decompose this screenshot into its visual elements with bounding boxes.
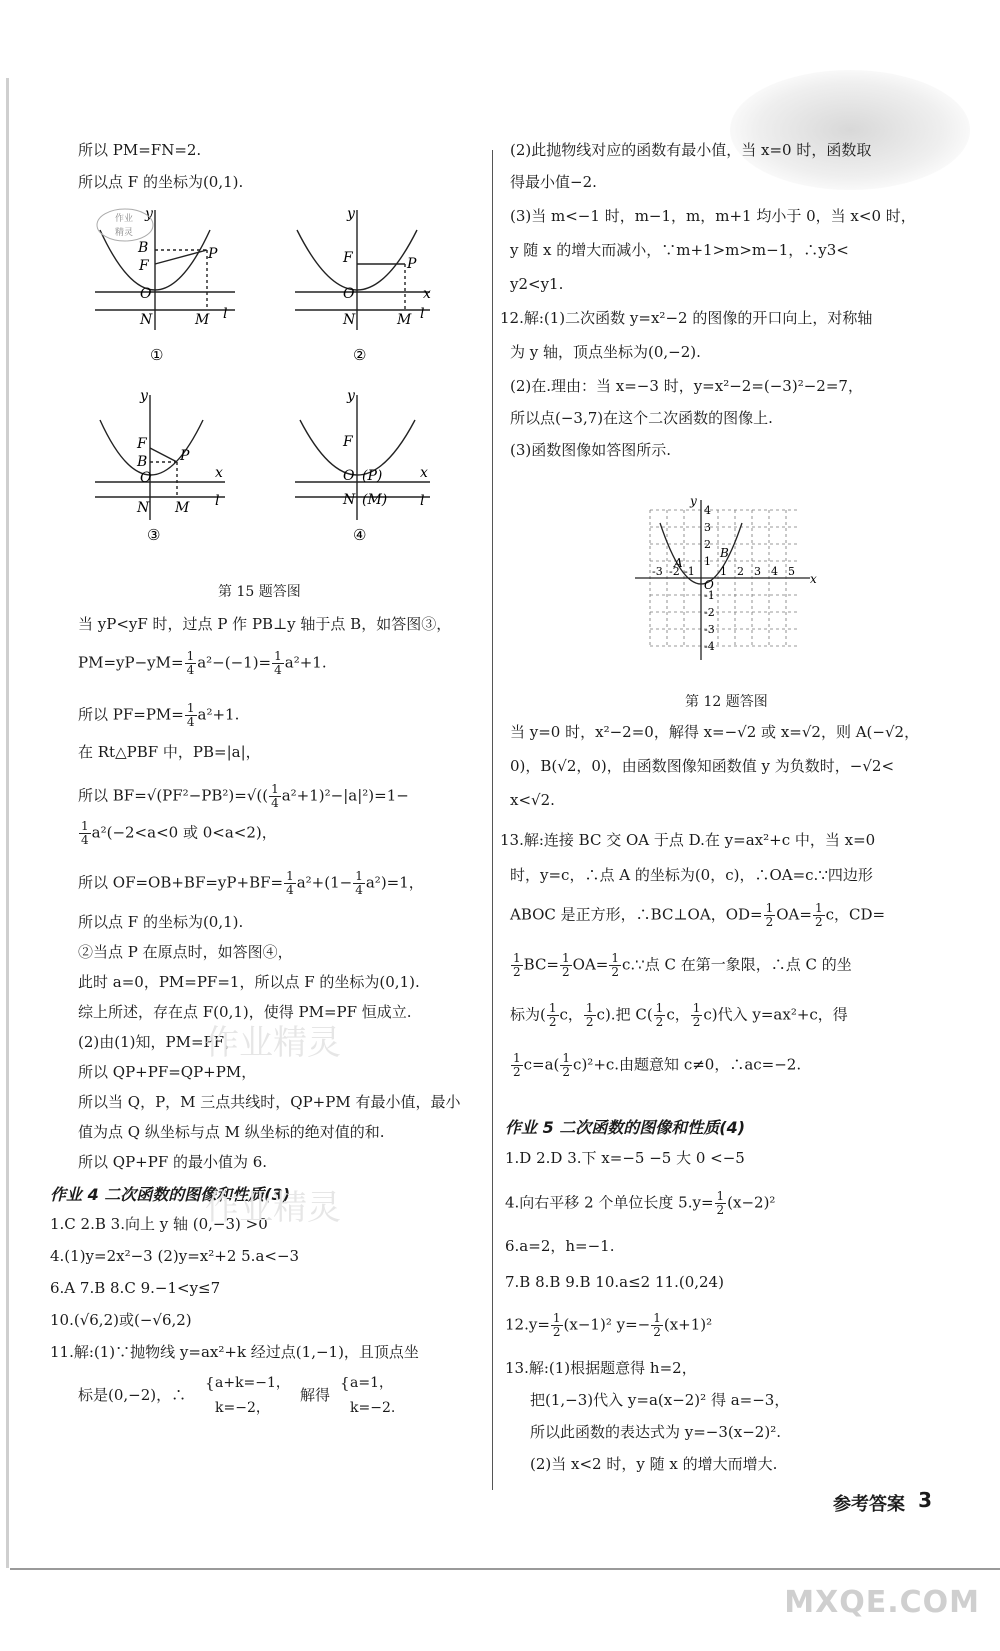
svg-text:y: y [347,206,355,222]
svg-text:y: y [690,495,697,508]
svg-text:F: F [137,436,147,452]
svg-text:l: l [420,306,425,322]
stamp-logo [95,205,155,245]
svg-text:精灵: 精灵 [115,228,134,238]
text-line: a+k=−1， [215,1375,290,1391]
text-line: { [340,1374,350,1392]
text-line: 所以 PM=FN=2. [78,141,202,159]
svg-text:-3: -3 [652,565,663,578]
equation-line: 4.向右平移 2 个单位长度 5.y= $\frac{1}{2}$ (x−2)² [505,1189,776,1218]
equation-line: ABOC 是正方形，∴BC⊥OA，OD= $\frac{1}{2}$ OA= $\frac{1}{2}$ c，CD= [510,901,886,930]
svg-text:N: N [343,312,356,328]
equation-line: $\frac{1}{4}$ a²(−2<a<0 或 0<a<2)， [81,819,277,848]
page-number: 3 [918,1488,932,1512]
text-line: (3)函数图像如答图所示. [510,441,672,459]
svg-text:P: P [407,256,417,272]
watermark-text: 作业精灵 [205,1188,341,1228]
figure-caption: 第 12 题答图 [685,694,768,710]
text-line: y2<y1. [510,275,564,293]
text-line: (2)在.理由：当 x=−3 时，y=x²−2=(−3)²−2=7， [510,377,863,395]
text-line: 6.a=2，h=−1. [505,1237,615,1255]
text-line: 综上所述，存在点 F(0,1)，使得 PM=PF 恒成立. [78,1003,412,1021]
equation-line: $\frac{1}{2}$ BC= $\frac{1}{2}$ OA= $\frac{1}{2}$ c.∵点 C 在第一象限，∴点 C 的坐 [513,951,852,980]
text-line: (2)当 x<2 时，y 随 x 的增大而增大. [530,1455,778,1473]
svg-text:O: O [704,578,714,592]
text-line: 13.解:(1)根据题意得 h=2， [505,1359,697,1377]
svg-text:作业: 作业 [115,214,134,224]
text-line: 10.(√6,2)或(−√6,2) [50,1311,192,1329]
text-line: x<√2. [510,791,555,809]
svg-text:-3: -3 [704,623,715,636]
label-P: P [208,246,218,262]
figure-caption: 第 15 题答图 [218,584,301,600]
bottom-rule [10,1568,1000,1570]
svg-text:(M): (M) [362,492,388,508]
svg-text:2: 2 [737,565,744,578]
text-line: 6.A 7.B 8.C 9.−1<y≤7 [50,1279,221,1297]
svg-text:y: y [347,388,355,404]
svg-text:O: O [343,468,355,484]
label-N: N [140,312,153,328]
label-B: B [138,240,149,256]
label-O: O [140,286,152,302]
svg-text:1: 1 [704,555,711,568]
text-line: (2)由(1)知，PM=PF， [78,1033,240,1051]
text-line: ②当点 P 在原点时，如答图④， [78,943,293,961]
svg-text:-2: -2 [704,606,715,619]
text-line: 当 y=0 时，x²−2=0，解得 x=−√2 或 x=√2，则 A(−√2， [510,723,920,741]
text-line: 值为点 Q 纵坐标与点 M 纵坐标的绝对值的和. [78,1123,385,1141]
text-line: 所以点 F 的坐标为(0,1). [78,913,244,931]
svg-text:(P): (P) [362,468,383,484]
equation-line: 12.y= $\frac{1}{2}$ (x−1)² y=− $\frac{1}{2}$ (x+1)² [505,1311,713,1340]
text-line: (2)此抛物线对应的函数有最小值，当 x=0 时，函数取 [510,141,872,159]
figure-12-graph [630,495,820,675]
text-line: 11.解:(1)∵抛物线 y=ax²+k 经过点(1,−1)，且顶点坐 [50,1343,419,1361]
svg-text:l: l [215,493,220,509]
figure-label: ② [353,346,367,364]
text-line: 解得 [300,1386,331,1404]
text-line: 12.解:(1)二次函数 y=x²−2 的图像的开口向上，对称轴 [500,309,873,327]
svg-text:A: A [674,556,683,570]
svg-text:5: 5 [788,565,795,578]
svg-text:M: M [397,312,412,328]
svg-text:x: x [215,465,223,481]
text-line: 7.B 8.B 9.B 10.a≤2 11.(0,24) [505,1273,724,1291]
equation-line: $\frac{1}{2}$ c=a( $\frac{1}{2}$ c)²+c.由题意知 c≠0，∴ac=−2. [513,1051,802,1080]
text-line: 为 y 轴，顶点坐标为(0,−2). [510,343,701,361]
text-line: (3)当 m<−1 时，m−1，m，m+1 均小于 0，当 x<0 时， [510,207,916,225]
svg-text:P: P [180,448,190,464]
svg-text:3: 3 [704,521,711,534]
text-line: { [205,1374,215,1392]
equation-line: 所以 PF=PM= $\frac{1}{4}$ a²+1. [78,701,240,730]
text-line: 得最小值−2. [510,173,597,191]
text-line: 4.(1)y=2x²−3 (2)y=x²+2 5.a<−3 [50,1247,300,1265]
page-edge [6,78,9,1568]
text-line: 所以 QP+PF=QP+PM， [78,1063,257,1081]
text-line: 所以当 Q，P，M 三点共线时，QP+PM 有最小值，最小 [78,1093,461,1111]
figure-label: ④ [353,526,367,544]
footer-label: 参考答案 [833,1494,905,1515]
text-line: y 随 x 的增大而减小，∵m+1>m>m−1，∴y3< [510,241,849,259]
section-heading-5: 作业 5 二次函数的图像和性质(4) [505,1118,746,1137]
watermark-text: 作业精灵 [205,1023,341,1063]
label-F: F [139,258,149,274]
text-line: 在 Rt△PBF 中，PB=|a|， [78,743,261,761]
text-line: 此时 a=0，PM=PF=1，所以点 F 的坐标为(0,1). [78,973,420,991]
text-line: k=−2. [350,1400,396,1416]
text-line: 13.解:连接 BC 交 OA 于点 D.在 y=ax²+c 中，当 x=0 [500,831,876,849]
scan-shadow [730,70,970,190]
label-l: l [223,306,228,322]
svg-text:O: O [140,470,152,486]
equation-line: 所以 BF=√(PF²−PB²)=√(( $\frac{1}{4}$ a²+1)²−|a|²)=1− [78,782,409,811]
figure-label: ③ [147,526,161,544]
svg-text:y: y [140,388,148,404]
svg-text:2: 2 [704,538,711,551]
text-line: 当 yP<yF 时，过点 P 作 PB⊥y 轴于点 B，如答图③， [78,615,452,633]
text-line: 1.D 2.D 3.下 x=−5 −5 大 0 <−5 [505,1149,745,1167]
text-line: 0)，B(√2，0)，由函数图像知函数值 y 为负数时，−√2< [510,757,895,775]
svg-text:x: x [810,572,817,586]
label-M: M [195,312,210,328]
column-divider [492,150,493,1490]
svg-text:-1: -1 [704,589,715,602]
equation-line: PM=yP−yM= $\frac{1}{4}$ a²−(−1)= $\frac{1}{4}$ a²+1. [78,649,327,678]
text-line: 所以 QP+PF 的最小值为 6. [78,1153,268,1171]
svg-text:l: l [420,493,425,509]
text-line: 1.C 2.B 3.向上 y 轴 (0,−3) >0 [50,1215,268,1233]
corner-watermark: MXQE.COM [784,1585,980,1620]
equation-line: 标为( $\frac{1}{2}$ c， $\frac{1}{2}$ c).把 C( $\frac{1}{2}$ c， $\frac{1}{2}$ c)代入 y=ax²+c，得 [510,1001,848,1030]
text-line: 把(1,−3)代入 y=a(x−2)² 得 a=−3， [530,1391,790,1409]
svg-text:F: F [343,434,353,450]
svg-text:B: B [720,546,729,560]
text-line: 时，y=c，∴点 A 的坐标为(0，c)，∴OA=c.∵四边形 [510,866,873,884]
text-line: a=1， [350,1375,393,1391]
svg-text:B: B [137,454,148,470]
text-line: 所以此函数的表达式为 y=−3(x−2)². [530,1423,781,1441]
svg-text:F: F [343,250,353,266]
svg-text:-2: -2 [669,565,680,578]
text-line: k=−2， [215,1400,270,1416]
figure-label: ① [150,346,164,364]
svg-text:4: 4 [771,565,778,578]
svg-text:3: 3 [754,565,761,578]
text-line: 所以点(−3,7)在这个二次函数的图像上. [510,409,773,427]
svg-text:M: M [175,500,190,516]
svg-text:-4: -4 [704,640,715,653]
svg-text:1: 1 [720,565,727,578]
svg-text:x: x [423,286,431,302]
svg-text:N: N [343,492,356,508]
text-line: 标是(0,−2)，∴ [78,1386,187,1404]
svg-text:N: N [137,500,150,516]
label-y: y [145,206,153,222]
figure-15-graphs [85,200,445,575]
text-line: 所以点 F 的坐标为(0,1). [78,173,244,191]
svg-text:-1: -1 [684,565,695,578]
svg-text:O: O [343,286,355,302]
svg-text:4: 4 [704,504,711,517]
equation-line: 所以 OF=OB+BF=yP+BF= $\frac{1}{4}$ a²+(1− $\frac{1}{4}$ a²)=1， [78,869,424,898]
svg-text:x: x [420,465,428,481]
section-heading-4: 作业 4 二次函数的图像和性质(3) [50,1185,291,1204]
